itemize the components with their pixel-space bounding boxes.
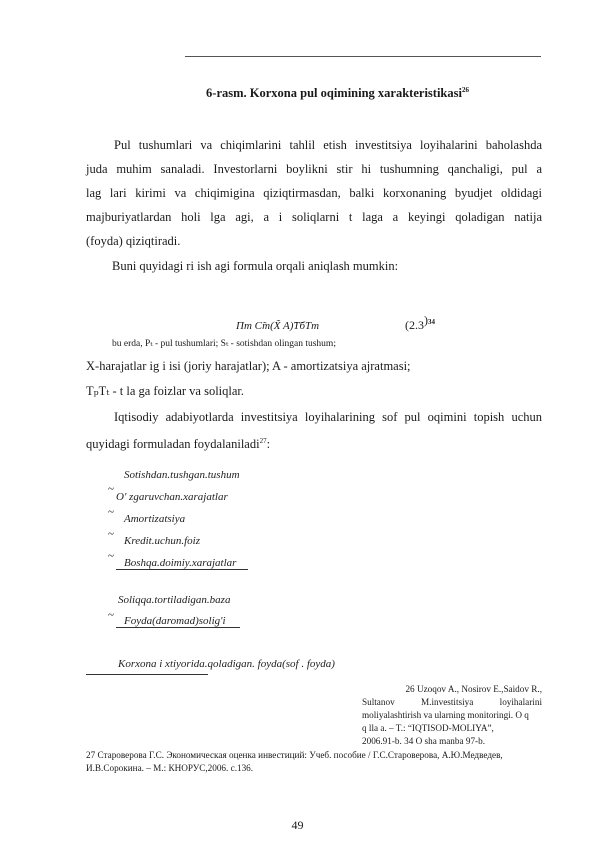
scheme-item-net-profit: Korxona i xtiyorida.qoladigan. foyda(sof . foyda) [118,658,335,670]
scheme-tilde-3: ~ [108,528,114,540]
figure-title: 6-rasm. Korxona pul oqimining xarakteristikasi [206,86,462,101]
paragraph-2: Buni quyidagi ri ish agi formula orqali aniqlash mumkin: [112,259,399,273]
top-rule [185,56,541,57]
formula-number-close: ) [424,313,428,327]
footnote-26-line-2: Sultanov M.investitsiya loyihalarini [362,697,542,707]
scheme-item-taxable-base: Soliqqa.tortiladigan.baza [118,594,231,606]
scheme-item-credit-interest: Kredit.uchun.foiz [124,535,200,547]
footnote-26-line-1: 26 Uzoqov A., Nosirov E.,Saidov R., [405,684,542,694]
page-number: 49 [291,818,304,832]
figure-caption [0,86,595,101]
definition-line-3: TₚTₜ - t la ga foizlar va soliqlar. [86,384,245,398]
footnote-27-line-2: И.В.Сорокина. – М.: КНОРУС,2006. с.136. [86,763,254,773]
scheme-item-revenue: Sotishdan.tushgan.tushum [124,469,240,481]
scheme-tilde-2: ~ [108,506,114,518]
paragraph-3-colon: : [266,437,271,452]
footnote-26-line-4: q lla a. – T.: “IQTISOD-MOLIYA”, [362,723,494,733]
scheme-tilde-5: ~ [108,609,114,621]
paragraph-1-line-4: majburiyatlardan holi lga agi, a i soliqlarni t laga a keyingi qoladigan natija [86,210,542,224]
definition-line-2: X-harajatlar ig i isi (joriy harajatlar); A - amortizatsiya ajratmasi; [86,359,411,373]
figure-footnote-ref: 26 [461,86,469,94]
footnote-27-line-1: 27 Староверова Г.С. Экономическая оценка инвестиций: Учеб. пособие / Г.С.Староверова, А.Ю.Медведев, [86,750,503,760]
scheme-item-variable-costs: O' zgaruvchan.xarajatlar [116,491,228,503]
formula-number [405,313,435,333]
formula-footnote-ref: 34 [428,318,435,326]
paragraph-3-line-1: Iqtisodiy adabiyotlarda investitsiya loyihalarining sof pul oqimini topish uchun [114,410,542,424]
formula-expression: Пт С̃т(X̃ A)̃Т̃бТт [236,320,320,332]
footnote-26-line-3: moliyalashtirish va ularning monitoringi. O q [362,710,529,720]
paragraph-1-line-5: (foyda) qiziqtiradi. [86,234,181,248]
scheme-tilde-4: ~ [108,550,114,562]
paragraph-3-footnote-ref: 27 [259,437,267,445]
scheme-item-fixed-costs: Boshqa.doimiy.xarajatlar [116,557,248,570]
footnote-rule [86,674,208,675]
formula-number-text: (2.3 [405,318,424,332]
paragraph-3-line-2 [86,434,270,451]
footnote-26-line-5: 2006.91-b. 34 O sha manba 97-b. [362,736,485,746]
paragraph-1-line-3: lag lari kirimi va chiqimigina qiziqtirmasdan, balki korxonaning byudjet oldidagi [86,186,542,200]
scheme-item-amortization: Amortizatsiya [124,513,186,525]
paragraph-3-text: quyidagi formuladan foydalaniladi [86,437,260,452]
paragraph-1-line-1: Pul tushumlari va chiqimlarini tahlil etish investitsiya loyihalarini baholashda [114,138,542,152]
scheme-item-profit-tax: Foyda(daromad)solig'i [116,615,240,628]
paragraph-1-line-2: juda muhim sanaladi. Investorlarni boylikni stir hi tushumning qanchaligi, pul a [86,162,542,176]
definition-line-1: bu erda, Pₜ - pul tushumlari; Sₜ - sotishdan olingan tushum; [112,339,336,349]
scheme-tilde-1: ~ [108,483,114,495]
